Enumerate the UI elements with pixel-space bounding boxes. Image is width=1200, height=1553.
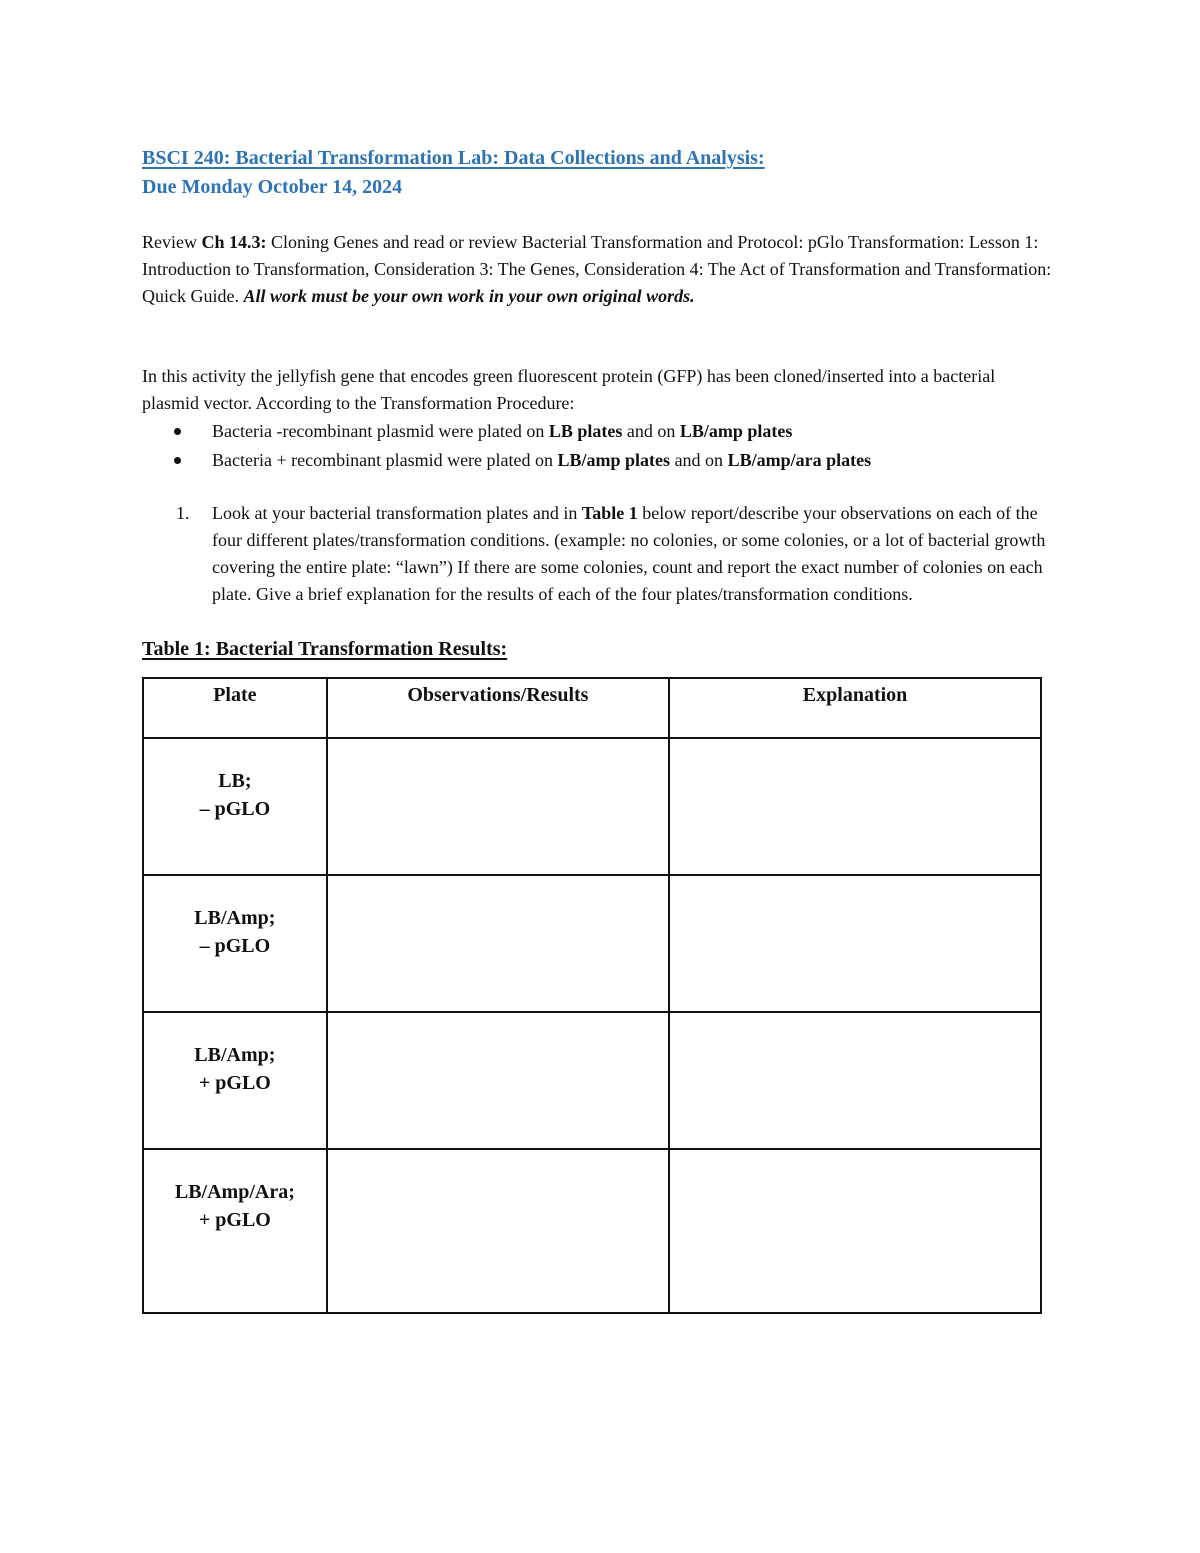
table-caption: Table 1: Bacterial Transformation Results: [142, 638, 508, 660]
review-text: Cloning Genes and read or review Bacterial Transformation and Protocol: pGlo Transformation: Lesson 1: Introduction to Transformation, Consideration 3: The Genes, Consideration 4: The Act of Transformation and Transformation: Quick Guide. [142, 232, 1052, 306]
table-row [143, 1149, 1041, 1313]
intro-paragraph: In this activity the jellyfish gene that encodes green fluorescent protein (GFP) has been cloned/inserted into a bacterial plasmid vector. According to the Transformation Procedure: [142, 366, 996, 413]
question-number: 1. [176, 503, 190, 523]
plate-plasmid: – pGLO [199, 935, 271, 957]
plate-label: LB; [218, 770, 252, 792]
bullet-dot-icon [174, 457, 181, 464]
question-text [212, 500, 1054, 608]
plate-cell [143, 875, 327, 1012]
bullet-item [142, 446, 1054, 475]
question-text-part: below report/describe your observations on each of the four different plates/transformation conditions. (example: no colonies, or some colonies, or a lot of bacterial growth covering the entire plate: “lawn”) If there are some colonies, count and report the exact number of colonies on each plate. Give a brief explanation for the results of each of the four plates/transformation conditions. [212, 503, 1046, 604]
observations-cell[interactable] [327, 738, 669, 875]
question-bold-text: Table 1 [581, 503, 638, 523]
document-title: BSCI 240: Bacterial Transformation Lab: Data Collections and Analysis: [142, 147, 765, 169]
plate-label: LB/Amp; [194, 1044, 276, 1066]
explanation-cell[interactable] [669, 1149, 1041, 1313]
review-prefix: Review [142, 232, 202, 252]
bullet-bold-text: LB/amp plates [679, 421, 793, 441]
plate-cell [143, 1012, 327, 1149]
observations-cell[interactable] [327, 1012, 669, 1149]
bullet-text: Bacteria + recombinant plasmid were plated on [212, 450, 558, 470]
bullet-item [142, 417, 1054, 446]
due-date: Due Monday October 14, 2024 [142, 176, 403, 198]
bullet-text: Bacteria -recombinant plasmid were plated on [212, 421, 549, 441]
review-chapter: Ch 14.3: [201, 232, 267, 252]
header-plate: Plate [143, 678, 327, 738]
header-explanation: Explanation [669, 678, 1041, 738]
plate-plasmid: + pGLO [198, 1209, 271, 1231]
review-paragraph [142, 229, 1054, 310]
bullet-text: and on [670, 450, 728, 470]
bullet-bold-text: LB/amp/ara plates [727, 450, 872, 470]
question-text-part: Look at your bacterial transformation plates and in [212, 503, 582, 523]
observations-cell[interactable] [327, 875, 669, 1012]
bullet-bold-text: LB plates [548, 421, 623, 441]
header-observations: Observations/Results [327, 678, 669, 738]
table-row [143, 875, 1041, 1012]
table-row [143, 1012, 1041, 1149]
bullet-text: and on [622, 421, 680, 441]
plate-plasmid: + pGLO [198, 1072, 271, 1094]
observations-cell[interactable] [327, 1149, 669, 1313]
plate-cell [143, 738, 327, 875]
review-emphasis: All work must be your own work in your own original words. [243, 286, 695, 306]
explanation-cell[interactable] [669, 738, 1041, 875]
explanation-cell[interactable] [669, 1012, 1041, 1149]
plate-label: LB/Amp/Ara; [174, 1181, 295, 1203]
plate-cell [143, 1149, 327, 1313]
plate-label: LB/Amp; [194, 907, 276, 929]
results-table [142, 677, 1042, 1314]
plate-plasmid: – pGLO [199, 798, 271, 820]
bullet-bold-text: LB/amp plates [557, 450, 671, 470]
table-header-row [143, 678, 1041, 738]
bullet-dot-icon [174, 428, 181, 435]
explanation-cell[interactable] [669, 875, 1041, 1012]
question-1 [142, 500, 1054, 608]
title-block [142, 144, 1062, 202]
procedure-bullet-list [142, 417, 1054, 475]
table-row [143, 738, 1041, 875]
